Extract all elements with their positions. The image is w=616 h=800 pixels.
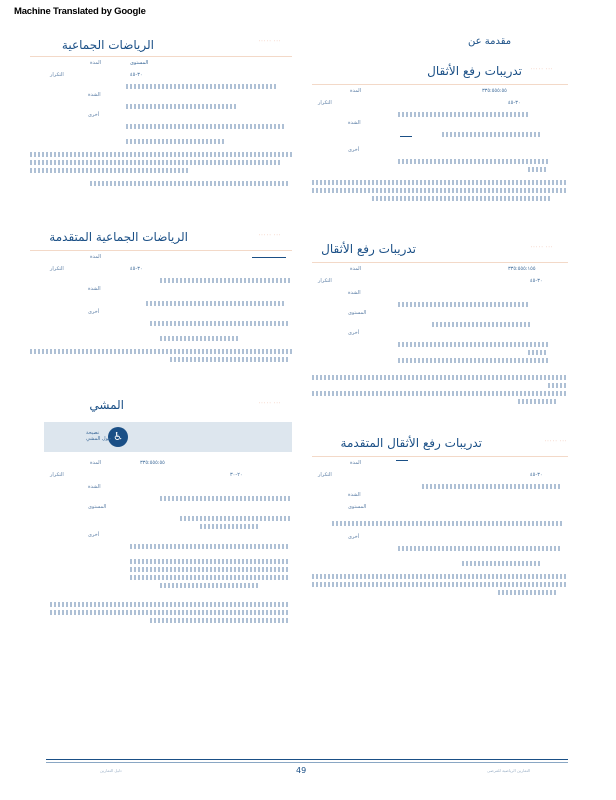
section-group-sports bbox=[30, 30, 292, 206]
section-title: الرياضات الجماعية bbox=[61, 38, 154, 52]
value-time: ٣٠-٤٥ bbox=[130, 72, 143, 78]
detail-text bbox=[160, 278, 290, 283]
section-tag: ٠٠٠ ٠٠٠٠٠ bbox=[258, 38, 282, 44]
detail-text bbox=[126, 124, 286, 129]
detail-text bbox=[528, 167, 548, 172]
value-code: ٣٣٥:٥٥٥:٥٥ bbox=[140, 460, 165, 466]
tip-line: نصيحة bbox=[86, 430, 100, 436]
label-duration: المدة bbox=[350, 460, 362, 466]
value-time: ٣٠-٤٥ bbox=[130, 266, 143, 272]
detail-text bbox=[432, 322, 532, 327]
detail-text bbox=[126, 104, 236, 109]
label-frequency: التكرار bbox=[318, 278, 332, 284]
left-column bbox=[30, 30, 292, 650]
label-intensity: الشدة bbox=[348, 492, 361, 498]
label-level: المستوى bbox=[348, 310, 367, 316]
label-other: أخرى bbox=[348, 330, 360, 336]
detail-text bbox=[160, 496, 290, 501]
paragraph-line bbox=[312, 391, 568, 396]
paragraph-line bbox=[548, 383, 568, 388]
intro-heading: مقدمة عن bbox=[468, 36, 512, 47]
detail-text bbox=[130, 544, 290, 549]
label-level: المستوى bbox=[348, 504, 367, 510]
section-title: تدريبات رفع الأثقال bbox=[427, 64, 522, 78]
label-other: أخرى bbox=[348, 534, 360, 540]
tip-box bbox=[44, 422, 292, 452]
tip-line: حول المشي bbox=[86, 436, 112, 442]
section-tag: ٠٠٠ ٠٠٠٠٠ bbox=[530, 244, 554, 250]
label-duration: المدة bbox=[350, 266, 362, 272]
detail-text bbox=[200, 524, 260, 529]
section-header bbox=[312, 236, 568, 263]
section-title: تدريبات رفع الأثقال المتقدمة bbox=[340, 436, 482, 450]
section-title: المشي bbox=[89, 398, 124, 412]
paragraph-line bbox=[312, 180, 568, 185]
section-header bbox=[30, 224, 292, 251]
detail-text bbox=[398, 342, 548, 347]
detail-text bbox=[332, 521, 562, 526]
section-title: تدريبات رفع الأثقال bbox=[321, 242, 416, 256]
machine-translation-banner: Machine Translated by Google bbox=[14, 6, 146, 17]
label-duration: المدة bbox=[90, 254, 102, 260]
value-time: ٢٠-٣٠ bbox=[230, 472, 243, 478]
detail-text bbox=[146, 301, 286, 306]
page-number: 49 bbox=[296, 766, 307, 775]
value-code: ٣٣٥:٥٥٥:٥٥ bbox=[482, 88, 507, 94]
section-header bbox=[312, 58, 568, 85]
detail-text bbox=[462, 561, 542, 566]
paragraph-line bbox=[312, 582, 568, 587]
label-other: أخرى bbox=[88, 112, 100, 118]
detail-text bbox=[126, 84, 276, 89]
section-tag: ٠٠٠ ٠٠٠٠٠ bbox=[258, 232, 282, 238]
footer-right-text: التمارين الرياضية للمرضى bbox=[487, 768, 531, 773]
paragraph-line bbox=[30, 349, 292, 354]
section-header bbox=[30, 30, 292, 57]
paragraph-line bbox=[518, 399, 558, 404]
label-intensity: الشدة bbox=[88, 92, 101, 98]
walker-icon: ♿ bbox=[108, 427, 128, 447]
paragraph-line bbox=[90, 181, 290, 186]
paragraph-line bbox=[170, 357, 290, 362]
label-frequency: التكرار bbox=[318, 472, 332, 478]
detail-text bbox=[126, 139, 226, 144]
paragraph-line bbox=[50, 602, 290, 607]
value-time: ٣٠-٤٥ bbox=[508, 100, 521, 106]
section-header bbox=[312, 430, 568, 457]
paragraph-line bbox=[30, 168, 190, 173]
detail-text bbox=[398, 159, 548, 164]
label-frequency: التكرار bbox=[50, 472, 64, 478]
label-intensity: الشدة bbox=[88, 484, 101, 490]
footer-left-text: دليل التمارين bbox=[100, 768, 122, 773]
detail-text bbox=[180, 516, 290, 521]
paragraph-line bbox=[312, 375, 568, 380]
label-duration: المدة bbox=[90, 60, 102, 66]
section-header bbox=[30, 392, 292, 416]
label-duration: المدة bbox=[350, 88, 362, 94]
value-level: المستوى bbox=[130, 60, 149, 66]
detail-text bbox=[130, 567, 290, 572]
label-duration: المدة bbox=[90, 460, 102, 466]
label-frequency: التكرار bbox=[318, 100, 332, 106]
section-tag: ٠٠٠ ٠٠٠٠٠ bbox=[530, 66, 554, 72]
label-intensity: الشدة bbox=[88, 286, 101, 292]
detail-text bbox=[150, 321, 290, 326]
detail-text bbox=[130, 559, 290, 564]
section-title: الرياضات الجماعية المتقدمة bbox=[49, 230, 188, 244]
paragraph-line bbox=[150, 618, 290, 623]
detail-text bbox=[528, 350, 548, 355]
label-other: أخرى bbox=[348, 147, 360, 153]
detail-text bbox=[398, 546, 562, 551]
paragraph-line bbox=[312, 188, 568, 193]
label-other: أخرى bbox=[88, 532, 100, 538]
label-other: أخرى bbox=[88, 309, 100, 315]
paragraph-line bbox=[312, 574, 568, 579]
detail-text bbox=[160, 583, 260, 588]
value-code: ٣٣٥:٥٥٥:١٥٥ bbox=[508, 266, 536, 272]
detail-text bbox=[160, 336, 240, 341]
label-level: المستوى bbox=[88, 504, 107, 510]
paragraph-line bbox=[30, 152, 292, 157]
label-intensity: الشدة bbox=[348, 120, 361, 126]
label-frequency: التكرار bbox=[50, 266, 64, 272]
label-intensity: الشدة bbox=[348, 290, 361, 296]
paragraph-line bbox=[50, 610, 290, 615]
detail-text bbox=[398, 302, 528, 307]
right-column bbox=[312, 30, 568, 624]
section-adv-group-sports bbox=[30, 224, 292, 374]
section-tag: ٠٠٠ ٠٠٠٠٠ bbox=[544, 438, 568, 444]
paragraph-line bbox=[498, 590, 558, 595]
section-weights bbox=[312, 236, 568, 412]
footer-rule bbox=[46, 759, 568, 760]
detail-text bbox=[398, 112, 528, 117]
paragraph-line bbox=[372, 196, 552, 201]
detail-text bbox=[398, 358, 548, 363]
footer-rule bbox=[46, 762, 568, 763]
section-walking bbox=[30, 392, 292, 632]
section-tag: ٠٠٠ ٠٠٠٠٠ bbox=[258, 400, 282, 406]
detail-text bbox=[422, 484, 562, 489]
underline-mark bbox=[400, 136, 412, 137]
label-frequency: التكرار bbox=[50, 72, 64, 78]
section-weights-intro bbox=[312, 58, 568, 218]
section-adv-weights bbox=[312, 430, 568, 606]
paragraph-line bbox=[30, 160, 280, 165]
detail-text bbox=[130, 575, 290, 580]
value-time: ٣٠-٤٥ bbox=[530, 472, 543, 478]
tip-text bbox=[86, 430, 111, 442]
value-time: ٣٠-٤٥ bbox=[530, 278, 543, 284]
detail-text bbox=[442, 132, 542, 137]
